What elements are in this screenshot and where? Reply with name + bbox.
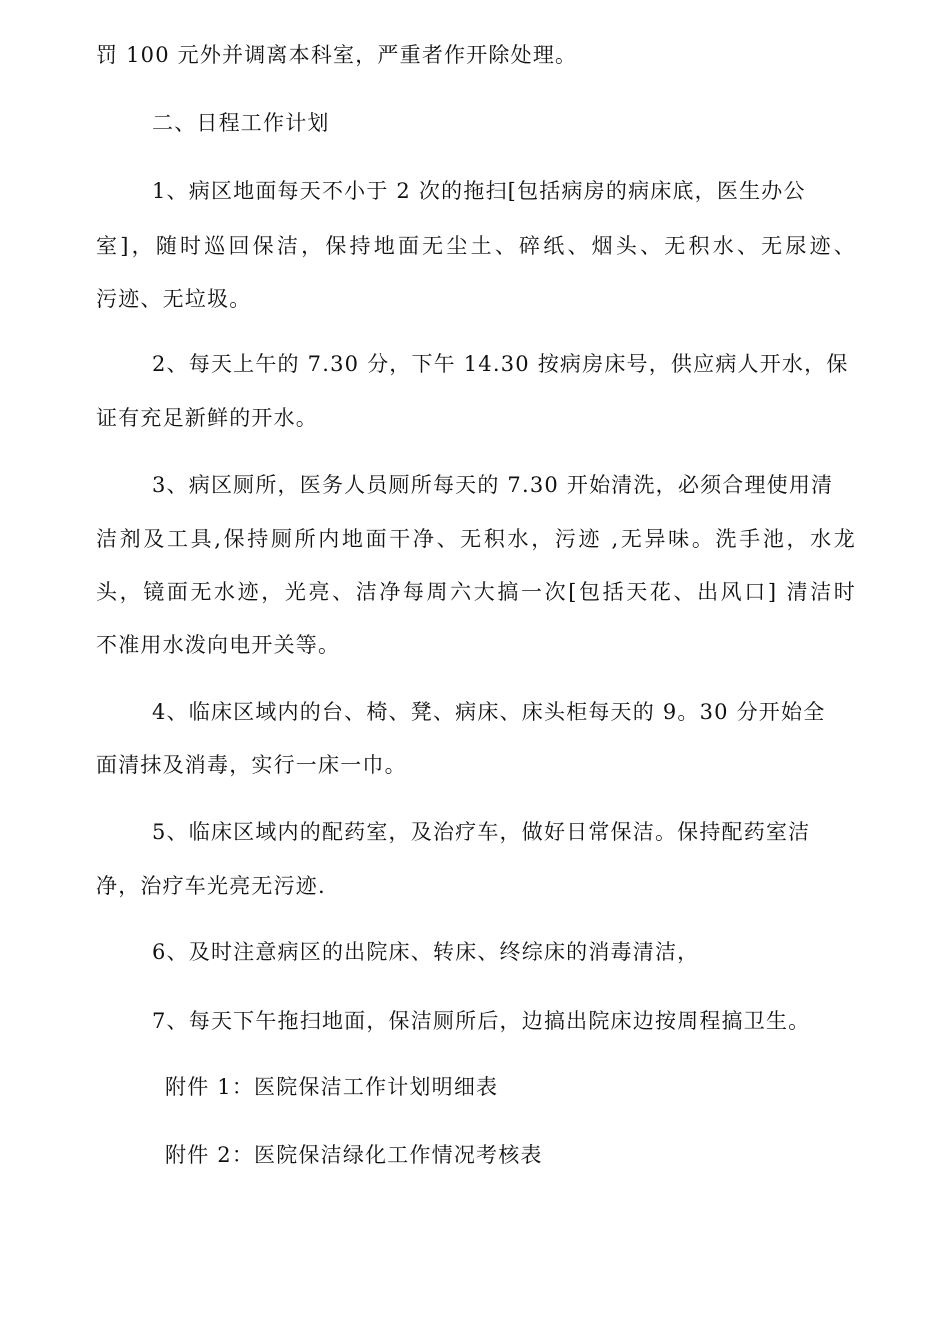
item-1-line-2: 室]，随时巡回保洁，保持地面无尘土、碎纸、烟头、无积水、无尿迹、 (96, 234, 856, 258)
item-7-line: 7、每天下午拖扫地面，保洁厕所后，边搞出院床边按周程搞卫生。 (152, 1009, 811, 1033)
text-line-penalty: 罚 100 元外并调离本科室，严重者作开除处理。 (96, 43, 578, 67)
item-2-line-1: 2、每天上午的 7.30 分，下午 14.30 按病房床号，供应病人开水，保 (152, 352, 849, 376)
item-1-line-3: 污迹、无垃圾。 (96, 287, 252, 311)
item-3-line-1: 3、病区厕所，医务人员厕所每天的 7.30 开始清洗，必须合理使用清 (152, 473, 834, 497)
item-1-line-1: 1、病区地面每天不小于 2 次的拖扫[包括病房的病床底，医生办公 (152, 179, 806, 203)
item-5-line-1: 5、临床区域内的配药室，及治疗车，做好日常保洁。保持配药室洁 (152, 820, 811, 844)
item-2-line-2: 证有充足新鲜的开水。 (96, 406, 318, 430)
attachment-1: 附件 1：医院保洁工作计划明细表 (165, 1075, 499, 1099)
item-5-line-2: 净，治疗车光亮无污迹. (96, 874, 326, 898)
attachment-2: 附件 2：医院保洁绿化工作情况考核表 (165, 1143, 543, 1167)
item-3-line-2: 洁剂及工具,保持厕所内地面干净、无积水，污迹 ,无异味。洗手池，水龙 (96, 527, 856, 551)
section-heading-daily-plan: 二、日程工作计划 (152, 111, 330, 135)
item-3-line-4: 不准用水泼向电开关等。 (96, 633, 341, 657)
item-3-line-3: 头，镜面无水迹，光亮、洁净每周六大搞一次[包括天花、出风口] 清洁时 (96, 580, 856, 604)
item-6-line: 6、及时注意病区的出院床、转床、终综床的消毒清洁， (152, 940, 700, 964)
item-4-line-2: 面清抹及消毒，实行一床一巾。 (96, 753, 407, 777)
item-4-line-1: 4、临床区域内的台、椅、凳、病床、床头柜每天的 9。30 分开始全 (152, 700, 826, 724)
